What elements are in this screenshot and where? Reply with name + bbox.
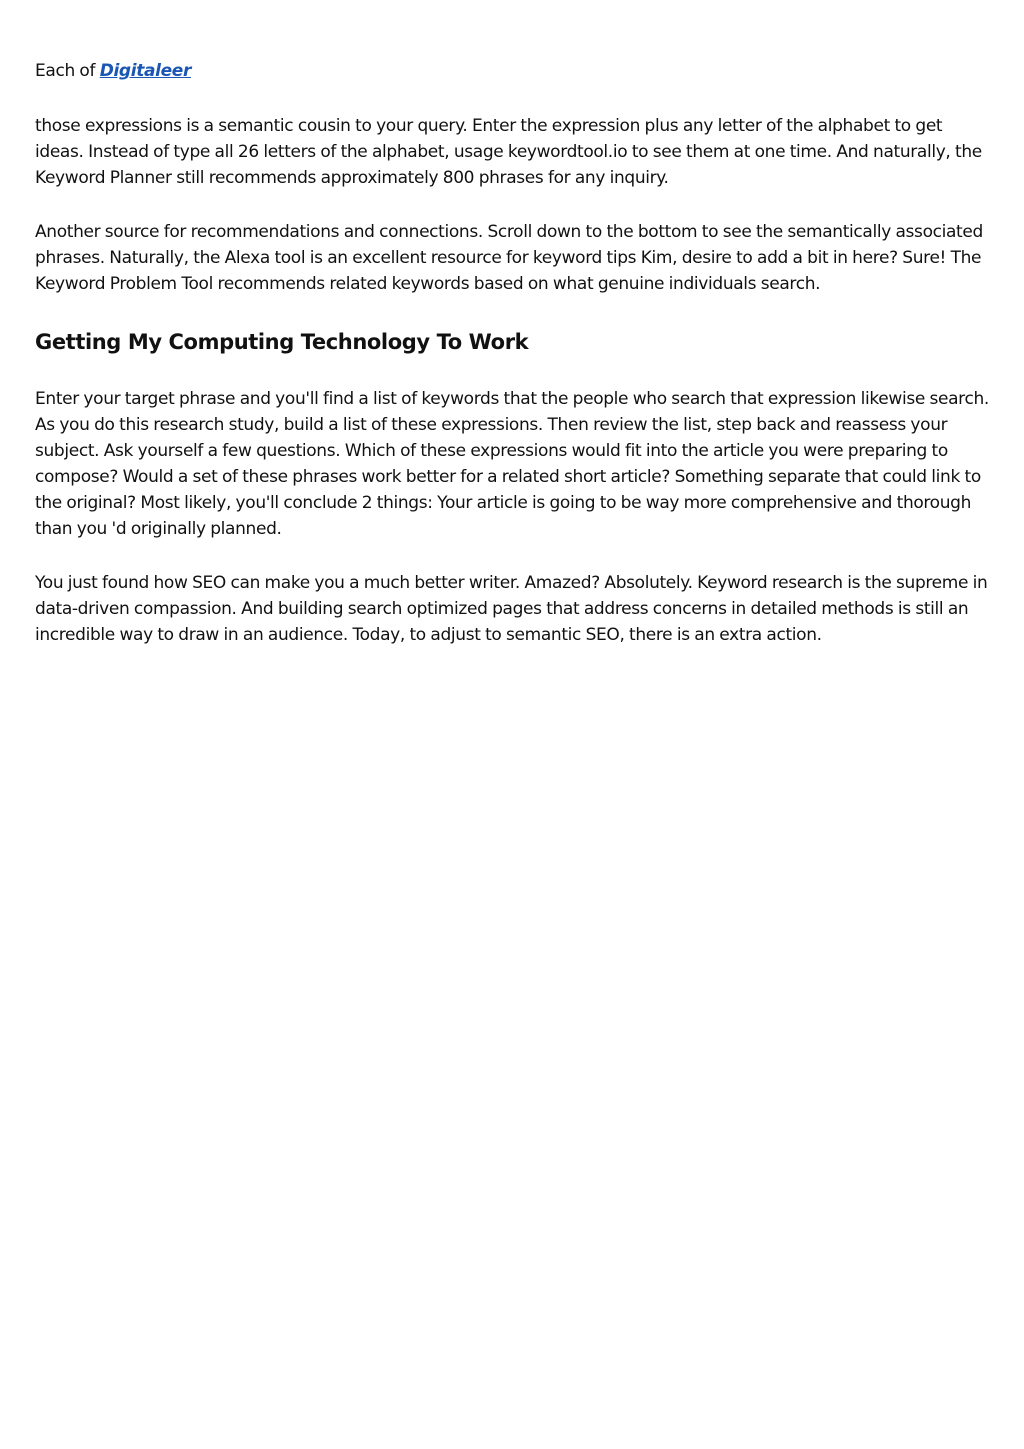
paragraph-seo-writer: You just found how SEO can make you a much better writer. Amazed? Absolutely. Keyword research is the supreme in data-driven compassion. And building search optimized pages that address concerns in detailed methods is still an incredible way to draw in an audience. Today, to adjust to semantic SEO, there is an extra action. bbox=[35, 573, 988, 645]
digitaleer-link[interactable]: Digitaleer bbox=[99, 61, 191, 81]
intro-line bbox=[35, 58, 989, 84]
paragraph-target-phrase: Enter your target phrase and you'll find a list of keywords that the people who search that expression likewise search. As you do this research study, build a list of these expressions. Then review the list, step back and reassess your subject. Ask yourself a few questions. Which of these expressions would fit into the article you were preparing to compose? Would a set of these phrases work better for a related short article? Something separate that could link to the original? Most likely, you'll conclude 2 things: Your article is going to be way more comprehensive and thorough than you 'd originally planned. bbox=[35, 389, 989, 539]
document-page bbox=[35, 58, 989, 648]
paragraph-semantic-cousin: those expressions is a semantic cousin to your query. Enter the expression plus any letter of the alphabet to get ideas. Instead of type all 26 letters of the alphabet, usage keywordtool.io to see them at one time. And naturally, the Keyword Planner still recommends approximately 800 phrases for any inquiry. bbox=[35, 116, 982, 188]
intro-prefix: Each of bbox=[35, 61, 100, 81]
section-heading: Getting My Computing Technology To Work bbox=[35, 330, 529, 354]
paragraph-recommendations: Another source for recommendations and connections. Scroll down to the bottom to see the semantically associated phrases. Naturally, the Alexa tool is an excellent resource for keyword tips Kim, desire to add a bit in here? Sure! The Keyword Problem Tool recommends related keywords based on what genuine individuals search. bbox=[35, 222, 983, 294]
